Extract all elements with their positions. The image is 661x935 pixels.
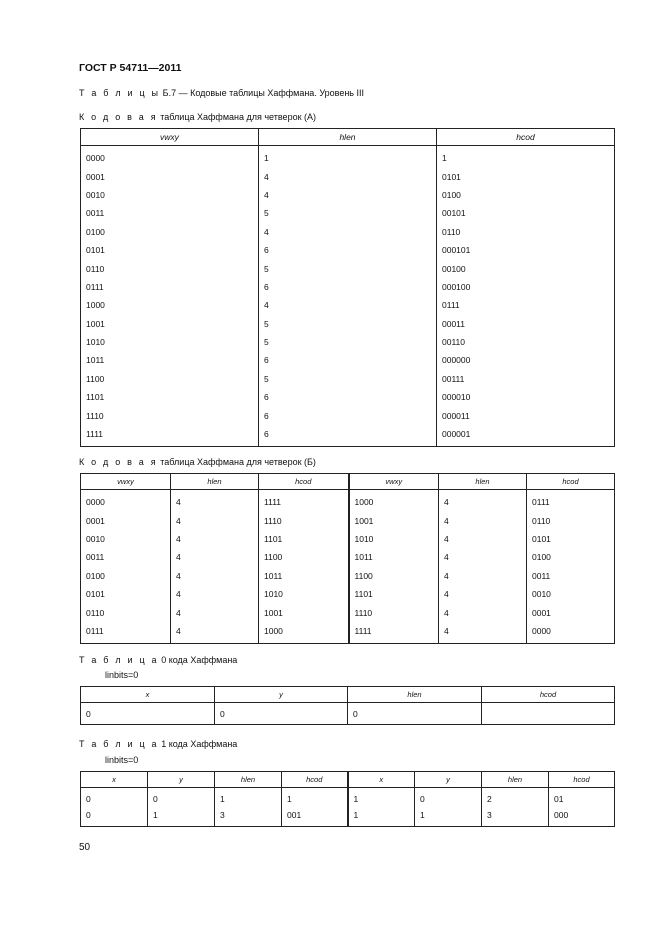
table-cell: 1010 (81, 333, 259, 351)
table-cell: 01 (549, 788, 615, 808)
table-header-row (81, 687, 615, 703)
table-cell: 0110 (527, 511, 615, 529)
table-row (81, 807, 615, 827)
table-cell: 0010 (81, 530, 171, 548)
table-cell: 0 (81, 807, 148, 827)
table-cell: 0101 (527, 530, 615, 548)
table-cell: 4 (439, 603, 527, 621)
column-header-x: x (81, 772, 148, 788)
table-cell: 1100 (81, 370, 259, 388)
table-cell: 0101 (81, 241, 259, 259)
table-cell: 1101 (259, 530, 349, 548)
table-cell: 000001 (437, 425, 615, 447)
table-cell: 1011 (81, 351, 259, 369)
column-header-x: x (348, 772, 415, 788)
table-row (81, 530, 615, 548)
table-cell: 4 (439, 530, 527, 548)
caption-table-b-rest: таблица Хаффмана для четверок (Б) (157, 457, 316, 467)
table-cell: 0011 (527, 567, 615, 585)
table-row (81, 703, 615, 725)
caption-table-0-rest: 0 кода Хаффмана (158, 655, 238, 665)
caption-table-1-spaced: Т а б л и ц а (79, 739, 159, 749)
table-cell: 1110 (259, 511, 349, 529)
table-row (81, 567, 615, 585)
table-cell: 1 (348, 807, 415, 827)
table-header-row (81, 474, 615, 490)
table-cell: 0000 (81, 490, 171, 512)
huffman-table-1 (80, 771, 615, 827)
caption-table-1 (79, 739, 237, 749)
caption-table-a (79, 112, 316, 122)
column-header-vwxy: vwxy (81, 129, 259, 146)
table-cell: 1110 (81, 406, 259, 424)
table-cell: 5 (259, 204, 437, 222)
table-cell (482, 703, 615, 725)
table-cell: 4 (171, 511, 259, 529)
table-cell: 3 (482, 807, 549, 827)
table-row (81, 388, 615, 406)
table-cell: 1010 (259, 585, 349, 603)
table-cell: 1010 (349, 530, 439, 548)
table-row (81, 406, 615, 424)
table-cell: 0100 (437, 186, 615, 204)
caption-table-0-spaced: Т а б л и ц а (79, 655, 159, 665)
table-cell: 4 (171, 548, 259, 566)
table-cell: 000 (549, 807, 615, 827)
column-header-hlen: hlen (439, 474, 527, 490)
table-cell: 000011 (437, 406, 615, 424)
table-cell: 1 (148, 807, 215, 827)
table-cell: 0011 (81, 548, 171, 566)
table-cell: 0100 (81, 567, 171, 585)
table-cell: 4 (171, 567, 259, 585)
table-row (81, 603, 615, 621)
table-cell: 000100 (437, 278, 615, 296)
caption-table-b-spaced: К о д о в а я (79, 457, 158, 467)
table-cell: 4 (439, 567, 527, 585)
huffman-table-b (80, 473, 615, 644)
table-cell: 1000 (259, 622, 349, 644)
table-cell: 1 (437, 146, 615, 168)
table-cell: 0111 (437, 296, 615, 314)
table-cell: 2 (482, 788, 549, 808)
caption-table-a-spaced: К о д о в а я (79, 112, 158, 122)
table-cell: 00110 (437, 333, 615, 351)
table-row (81, 351, 615, 369)
table-cell: 4 (439, 490, 527, 512)
caption-table-a-rest: таблица Хаффмана для четверок (А) (157, 112, 317, 122)
column-header-hcod: hcod (259, 474, 349, 490)
table-cell: 0 (415, 788, 482, 808)
table-cell: 4 (259, 167, 437, 185)
table-cell: 1111 (349, 622, 439, 644)
column-header-hcod: hcod (437, 129, 615, 146)
table-cell: 1001 (81, 315, 259, 333)
column-header-hcod: hcod (482, 687, 615, 703)
table-cell: 0 (348, 703, 482, 725)
table-row (81, 296, 615, 314)
table-row (81, 585, 615, 603)
table-cell: 5 (259, 315, 437, 333)
table-cell: 0001 (527, 603, 615, 621)
table-cell: 4 (171, 585, 259, 603)
column-header-hlen: hlen (348, 687, 482, 703)
table-cell: 000101 (437, 241, 615, 259)
table-cell: 6 (259, 351, 437, 369)
table-cell: 1110 (349, 603, 439, 621)
table-cell: 1001 (259, 603, 349, 621)
table-row (81, 223, 615, 241)
caption-table-0 (79, 655, 237, 665)
table-cell: 6 (259, 406, 437, 424)
table-cell: 5 (259, 370, 437, 388)
table-cell: 1001 (349, 511, 439, 529)
table-cell: 0110 (81, 603, 171, 621)
table-cell: 4 (171, 622, 259, 644)
caption-main-spaced: Т а б л и ц ы (79, 88, 161, 98)
table-cell: 0101 (81, 585, 171, 603)
column-header-y: y (215, 687, 348, 703)
table-cell: 1111 (81, 425, 259, 447)
table-row (81, 259, 615, 277)
table-row (81, 241, 615, 259)
column-header-hcod: hcod (282, 772, 348, 788)
column-header-hlen: hlen (259, 129, 437, 146)
table-cell: 00100 (437, 259, 615, 277)
table-cell: 5 (259, 259, 437, 277)
table-row (81, 146, 615, 168)
table-cell: 0010 (527, 585, 615, 603)
table-cell: 0000 (527, 622, 615, 644)
table-cell: 1100 (259, 548, 349, 566)
table-cell: 0011 (81, 204, 259, 222)
caption-table-1-rest: 1 кода Хаффмана (158, 739, 238, 749)
linbits-table-0: linbits=0 (105, 670, 139, 680)
table-cell: 1 (415, 807, 482, 827)
table-cell: 0110 (437, 223, 615, 241)
table-cell: 3 (215, 807, 282, 827)
table-row (81, 788, 615, 808)
column-header-y: y (148, 772, 215, 788)
column-header-hlen: hlen (215, 772, 282, 788)
table-cell: 1101 (81, 388, 259, 406)
table-cell: 4 (259, 223, 437, 241)
table-cell: 1000 (349, 490, 439, 512)
table-cell: 1 (282, 788, 348, 808)
table-cell: 4 (439, 622, 527, 644)
table-cell: 4 (439, 548, 527, 566)
table-cell: 00101 (437, 204, 615, 222)
table-row (81, 548, 615, 566)
table-cell: 1 (215, 788, 282, 808)
table-row (81, 204, 615, 222)
table-cell: 4 (439, 511, 527, 529)
caption-main-rest: Б.7 — Кодовые таблицы Хаффмана. Уровень III (160, 88, 364, 98)
table-cell: 0101 (437, 167, 615, 185)
caption-main (79, 88, 364, 98)
table-cell: 0111 (81, 622, 171, 644)
table-header-row (81, 129, 615, 146)
caption-table-b (79, 457, 316, 467)
table-cell: 6 (259, 278, 437, 296)
table-cell: 4 (259, 186, 437, 204)
table-cell: 0100 (81, 223, 259, 241)
table-row (81, 278, 615, 296)
table-cell: 0 (148, 788, 215, 808)
table-cell: 1101 (349, 585, 439, 603)
table-row (81, 511, 615, 529)
column-header-hlen: hlen (171, 474, 259, 490)
table-cell: 0010 (81, 186, 259, 204)
table-header-row (81, 772, 615, 788)
huffman-table-a (80, 128, 615, 447)
table-row (81, 622, 615, 644)
table-cell: 0110 (81, 259, 259, 277)
document-header: ГОСТ Р 54711—2011 (79, 62, 182, 74)
column-header-vwxy: vwxy (81, 474, 171, 490)
table-row (81, 167, 615, 185)
table-cell: 1 (348, 788, 415, 808)
table-cell: 00111 (437, 370, 615, 388)
table-cell: 0001 (81, 167, 259, 185)
table-cell: 0 (215, 703, 348, 725)
table-cell: 0 (81, 703, 215, 725)
table-cell: 1000 (81, 296, 259, 314)
linbits-table-1: linbits=0 (105, 755, 139, 765)
column-header-hcod: hcod (549, 772, 615, 788)
table-cell: 6 (259, 241, 437, 259)
table-cell: 0001 (81, 511, 171, 529)
table-cell: 0 (81, 788, 148, 808)
table-cell: 1011 (349, 548, 439, 566)
table-cell: 6 (259, 425, 437, 447)
table-cell: 6 (259, 388, 437, 406)
table-cell: 4 (439, 585, 527, 603)
table-cell: 5 (259, 333, 437, 351)
table-cell: 1100 (349, 567, 439, 585)
page-number: 50 (79, 842, 91, 853)
column-header-y: y (415, 772, 482, 788)
column-header-vwxy: vwxy (349, 474, 439, 490)
table-cell: 4 (171, 490, 259, 512)
table-cell: 0111 (527, 490, 615, 512)
table-cell: 0000 (81, 146, 259, 168)
table-row (81, 333, 615, 351)
table-cell: 000000 (437, 351, 615, 369)
table-cell: 4 (171, 603, 259, 621)
table-cell: 0100 (527, 548, 615, 566)
table-row (81, 425, 615, 447)
column-header-x: x (81, 687, 215, 703)
huffman-table-0 (80, 686, 615, 725)
column-header-hlen: hlen (482, 772, 549, 788)
column-header-hcod: hcod (527, 474, 615, 490)
table-cell: 4 (259, 296, 437, 314)
table-cell: 000010 (437, 388, 615, 406)
table-row (81, 490, 615, 512)
table-row (81, 370, 615, 388)
table-row (81, 315, 615, 333)
table-row (81, 186, 615, 204)
table-cell: 1 (259, 146, 437, 168)
table-cell: 1111 (259, 490, 349, 512)
table-cell: 1011 (259, 567, 349, 585)
table-cell: 001 (282, 807, 348, 827)
table-cell: 0111 (81, 278, 259, 296)
table-cell: 4 (171, 530, 259, 548)
table-cell: 00011 (437, 315, 615, 333)
